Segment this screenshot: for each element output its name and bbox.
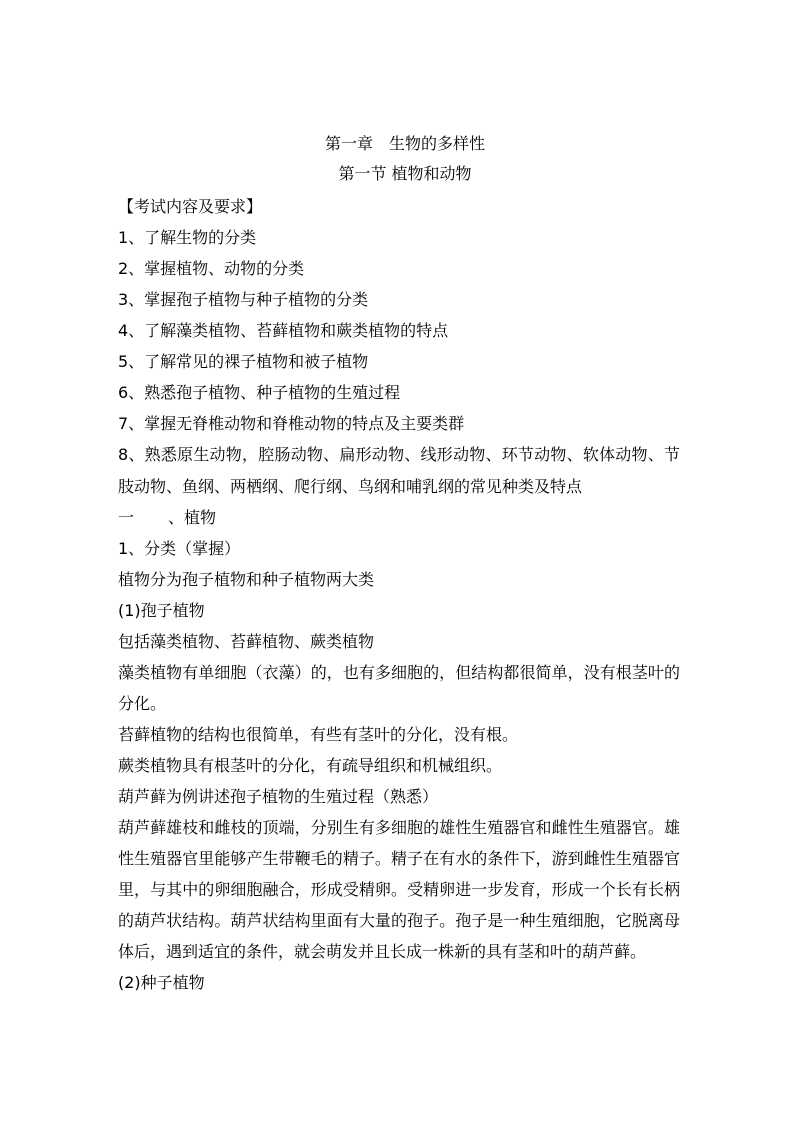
plants-heading-text: 、植物 [168,508,217,527]
plants-heading-number: 一 [118,508,135,527]
chapter-title [0,134,794,154]
paragraph-line: 葫芦藓雄枝和雌枝的顶端，分别生有多细胞的雄性生殖器官和雌性生殖器官。雄 [118,818,680,837]
seed-plants-heading: (2)种子植物 [118,973,205,992]
paragraph-line: 体后，遇到适宜的条件，就会萌发并且长成一株新的具有茎和叶的葫芦藓。 [118,942,647,961]
paragraph-line: 的葫芦状结构。葫芦状结构里面有大量的孢子。孢子是一种生殖细胞，它脱离母 [118,911,680,930]
exam-item-continued: 肢动物、鱼纲、两栖纲、爬行纲、鸟纲和哺乳纲的常见种类及特点 [118,477,583,496]
paragraph-line: 里，与其中的卵细胞融合，形成受精卵。受精卵进一步发育，形成一个长有长柄 [118,880,680,899]
plants-heading [118,508,680,528]
paragraph-line: 性生殖器官里能够产生带鞭毛的精子。精子在有水的条件下，游到雌性生殖器官 [118,849,680,868]
classification-heading: 1、分类（掌握） [118,539,241,558]
exam-item: 2、掌握植物、动物的分类 [118,259,305,278]
section-title: 第一节 植物和动物 [338,164,472,183]
funaria-heading: 葫芦藓为例讲述孢子植物的生殖过程（熟悉） [118,787,439,806]
exam-item: 1、了解生物的分类 [118,228,257,247]
exam-requirements-heading: 【考试内容及要求】 [118,197,263,216]
exam-item: 4、了解藻类植物、苔藓植物和蕨类植物的特点 [118,321,449,340]
exam-item: 7、掌握无脊椎动物和脊椎动物的特点及主要类群 [118,414,465,433]
paragraph-continued: 分化。 [118,694,167,713]
exam-item: 6、熟悉孢子植物、种子植物的生殖过程 [118,383,401,402]
chapter-number: 第一章 [324,134,373,153]
chapter-name: 生物的多样性 [389,134,486,153]
spore-plants-heading: (1)孢子植物 [118,601,205,620]
paragraph: 包括藻类植物、苔藓植物、蕨类植物 [118,632,375,651]
paragraph: 苔藓植物的结构也很简单，有些有茎叶的分化，没有根。 [118,725,519,744]
paragraph: 蕨类植物具有根茎叶的分化，有疏导组织和机械组织。 [118,756,503,775]
exam-item: 5、了解常见的裸子植物和被子植物 [118,352,369,371]
exam-item: 3、掌握孢子植物与种子植物的分类 [118,290,369,309]
paragraph: 藻类植物有单细胞（衣藻）的，也有多细胞的，但结构都很简单，没有根茎叶的 [118,663,680,682]
exam-item: 8、熟悉原生动物，腔肠动物、扁形动物、线形动物、环节动物、软体动物、节 [118,445,680,464]
paragraph: 植物分为孢子植物和种子植物两大类 [118,570,375,589]
